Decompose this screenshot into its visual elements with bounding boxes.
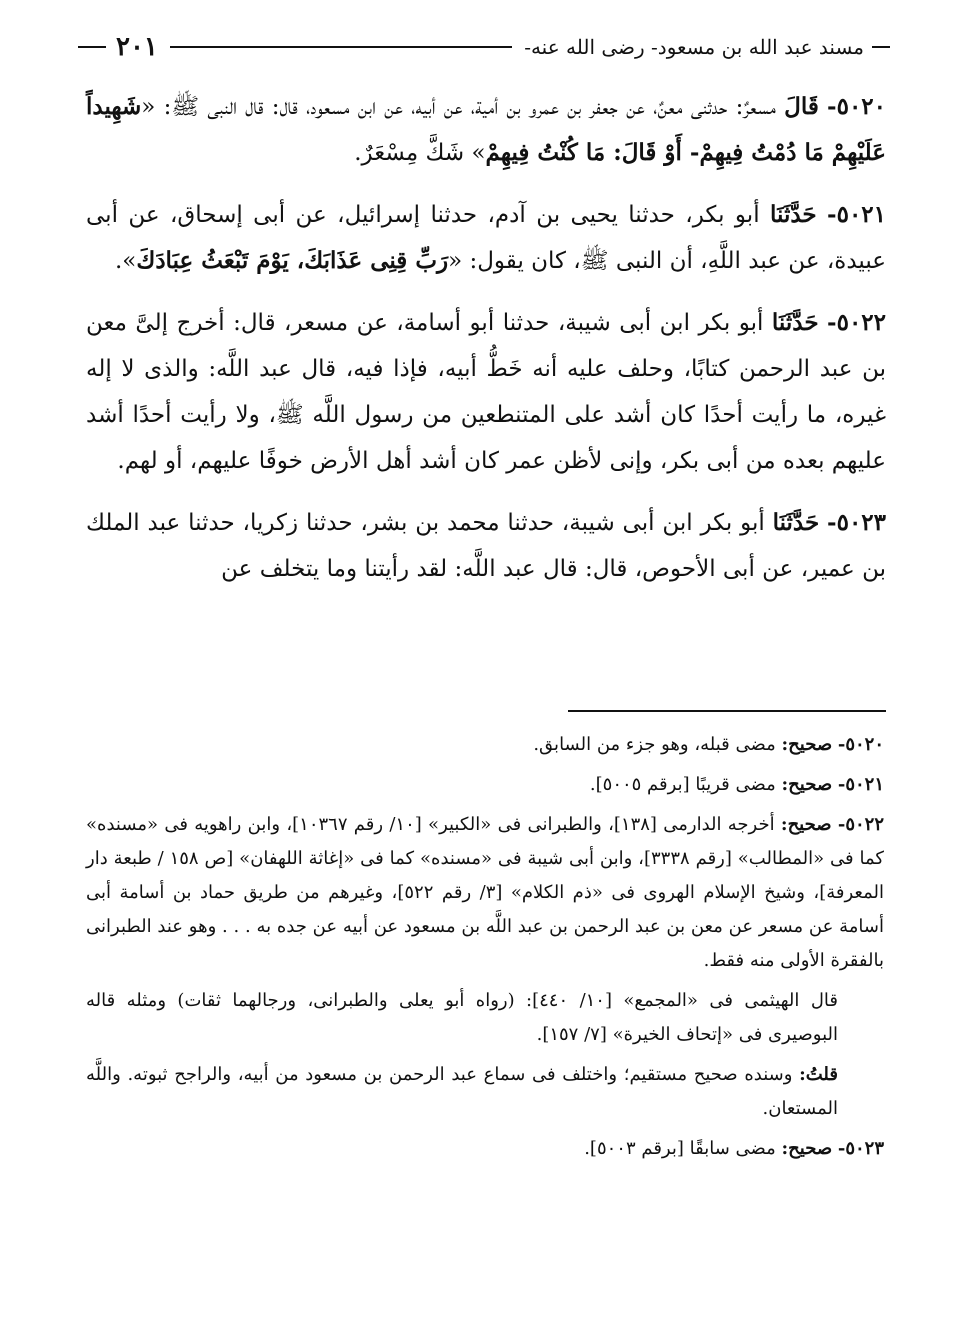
footnote-comment-label: قلتُ: bbox=[799, 1064, 838, 1085]
footnote-comment bbox=[86, 1058, 884, 1126]
header-rule-start bbox=[872, 46, 890, 48]
footnote-number: ٥٠٢٢- bbox=[837, 814, 884, 835]
hadith-keyword: حَدَّثَنَا bbox=[770, 201, 817, 228]
footnote bbox=[86, 1132, 884, 1166]
hadith-text: أبو بكر ابن أبى شيبة، حدثنا أبو أسامة، عن مسعر، قال: أخرج إلىَّ معن بن عبد الرحمن كتابًا، وحلف عليه أنه خَطُّ أبيه، فإذا فيه، قال عبد اللَّه: والذى لا إله غيره، ما رأيت أحدًا كان أشد على المتنطعين من رسول اللَّه ﷺ، ولا رأيت أحدًا أشد عليهم بعده من أبى بكر، وإنى لأظن عمر كان أشد أهل الأرض خوفًا عليهم، أو لهم. bbox=[86, 310, 886, 474]
hadith-paragraph bbox=[86, 84, 886, 176]
hadith-text: أبو بكر ابن أبى شيبة، حدثنا محمد بن بشر، حدثنا زكريا، حدثنا عبد الملك بن عمير، عن أبى الأحوص، قال: قال عبد اللَّه: لقد رأيتنا وما يتخلف عن bbox=[86, 510, 886, 582]
running-header bbox=[78, 30, 890, 64]
hadith-text: أبو بكر، حدثنا يحيى بن آدم، حدثنا إسرائيل، عن أبى إسحاق، عن أبى عبيدة، عن عبد اللَّهِ، أن النبى ﷺ، كان يقول: « bbox=[86, 202, 886, 274]
hadith-text-end: » شَكَّ مِسْعَرٌ. bbox=[354, 140, 486, 166]
hadith-text: مسعرٌ: حدثنى معنٌ، عن جعفر بن عمرو بن أمية، عن أبيه، عن ابن مسعود، قال: قال النبى ﷺ: « bbox=[141, 94, 776, 120]
header-title: مسند عبد الله بن مسعود- رضى الله عنه- bbox=[524, 35, 864, 59]
footnote bbox=[86, 808, 884, 978]
footnote-grade: صحيح: bbox=[781, 1138, 833, 1159]
page-number: ٢٠١ bbox=[116, 32, 158, 62]
footnote-text: أخرجه الدارمى [١٣٨]، والطبرانى فى «الكبير» [١٠/ رقم ١٠٣٦٧]، وابن راهويه فى «مسنده» كما فى «المطالب» [رقم ٣٣٣٨]، وابن أبى شيبة فى «مسنده» كما فى «إغاثة اللهفان» [ص ١٥٨ / طبعة دار المعرفة]، وشيخ الإسلام الهروى فى «ذم الكلام» [٣/ رقم ٥٢٢]، وغيرهم من طريق حماد بن أسامة أبى أسامة عن مسعر عن معن بن عبد الرحمن بن عبد اللَّه بن مسعود عن أبيه عن جده به . . . وهو عند الطبرانى بالفقرة الأولى منه فقط. bbox=[86, 814, 884, 971]
footnote-continuation bbox=[86, 984, 884, 1052]
hadith-quote: شَهِيداً عَلَيْهِمْ مَا دُمْتُ فِيهِمْ- أَوْ قَالَ: مَا كُنْتُ فِيهِمْ bbox=[86, 93, 886, 166]
hadith-keyword: حَدَّثَنَا bbox=[772, 509, 820, 536]
footnote-grade: صحيح: bbox=[781, 734, 833, 755]
hadith-paragraph bbox=[86, 192, 886, 284]
hadith-number: ٥٠٢٣- bbox=[827, 509, 887, 536]
hadith-paragraph bbox=[86, 300, 886, 484]
header-rule bbox=[170, 46, 512, 48]
footnote-number: ٥٠٢١- bbox=[837, 774, 884, 795]
footnote-number: ٥٠٢٠- bbox=[837, 734, 884, 755]
footnote-text: مضى قريبًا [برقم ٥٠٠٥]. bbox=[589, 774, 776, 795]
footnote-grade: صحيح: bbox=[781, 774, 833, 795]
footnotes bbox=[86, 728, 884, 1172]
footnote-text: مضى سابقًا [برقم ٥٠٠٣]. bbox=[584, 1138, 776, 1159]
footnote-divider bbox=[568, 710, 886, 712]
footnote-number: ٥٠٢٣- bbox=[837, 1138, 884, 1159]
header-rule-end bbox=[78, 46, 106, 48]
hadith-quote: رَبِّ قِنِى عَذَابَكَ، يَوْمَ تَبْعَثُ عِبَادَكَ bbox=[136, 247, 449, 274]
main-text bbox=[86, 84, 886, 608]
footnote-text: وسنده صحيح مستقيم؛ واختلف فى سماع عبد الرحمن بن مسعود من أبيه، والراجح ثبوته. واللَّه المستعان. bbox=[86, 1064, 838, 1119]
hadith-number: ٥٠٢٢- bbox=[827, 309, 887, 336]
hadith-paragraph bbox=[86, 500, 886, 592]
footnote-grade: صحيح: bbox=[780, 814, 832, 835]
footnote-text: قال الهيثمى فى «المجمع» [١٠/ ٤٤٠]: (رواه أبو يعلى والطبرانى، ورجالهما ثقات) ومثله قاله البوصيرى فى «إتحاف الخيرة» [٧/ ١٥٧]. bbox=[86, 990, 838, 1045]
hadith-keyword: قَالَ bbox=[784, 93, 819, 120]
footnote bbox=[86, 728, 884, 762]
hadith-number: ٥٠٢٠- bbox=[827, 93, 887, 120]
hadith-text-end: ». bbox=[114, 248, 137, 274]
footnote bbox=[86, 768, 884, 802]
hadith-number: ٥٠٢١- bbox=[827, 201, 887, 228]
hadith-keyword: حَدَّثَنَا bbox=[771, 309, 819, 336]
footnote-text: مضى قبله، وهو جزء من السابق. bbox=[533, 734, 776, 755]
